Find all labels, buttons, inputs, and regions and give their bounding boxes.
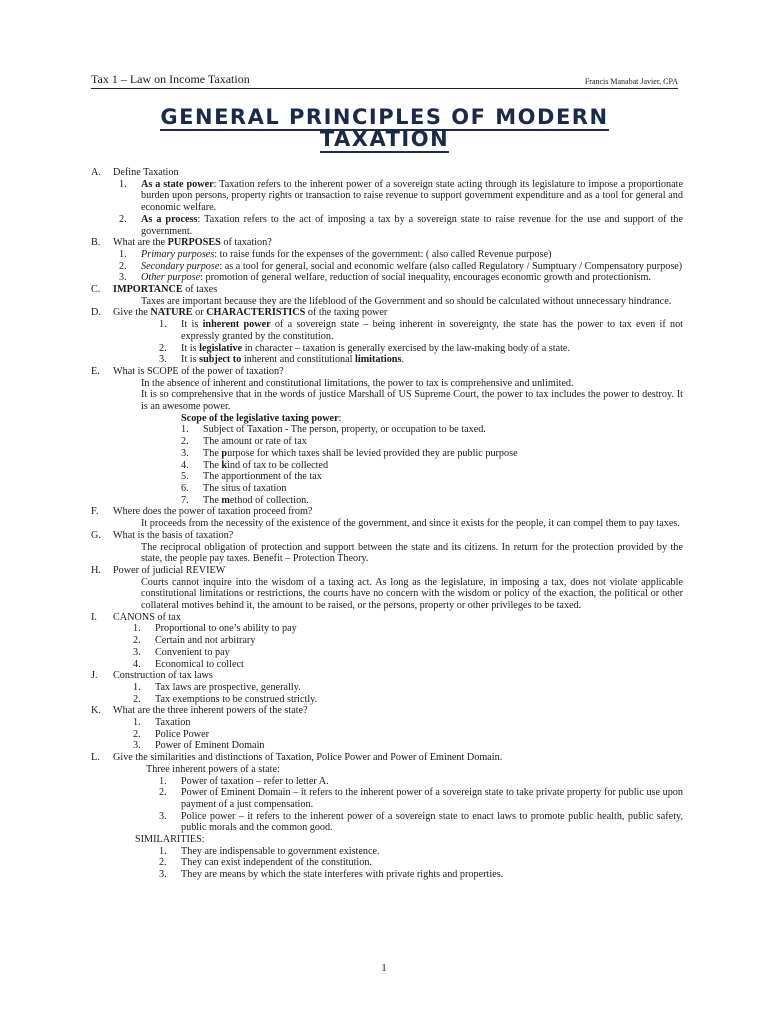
section-g-heading: G. What is the basis of taxation?: [91, 529, 234, 541]
scope-item: 3. The purpose for which taxes shall be levied provided they are public purpose: [181, 447, 518, 459]
section-h-body: Courts cannot inquire into the wisdom of a taxing act. As long as the legislature, in imposing a tax, does not violate applicable constitutional limitations or restrictions, the courts have no concern with the wisdom or policy of the exaction, the political or other collateral motives behind it, the amount to be raised, or the persons, property or other privileges to be taxed.: [141, 576, 683, 612]
section-h-heading: H. Power of judicial REVIEW: [91, 564, 226, 576]
author-name: Francis Manabat Javier, CPA: [584, 77, 678, 86]
canon-item: 3. Convenient to pay: [133, 646, 230, 658]
section-c-body: Taxes are important because they are the lifeblood of the Government and so should be calculated without unnecessary hindrance.: [141, 295, 672, 307]
power-item: 3. Power of Eminent Domain: [133, 740, 265, 752]
section-d-item-2: 2. It is legislative in character – taxation is generally exercised by the law-making body of a state.: [159, 342, 570, 354]
section-k-heading: K. What are the three inherent powers of the state?: [91, 705, 308, 717]
section-d-heading: D. Give the NATURE or CHARACTERISTICS of the taxing power: [91, 307, 388, 319]
course-title: Tax 1 – Law on Income Taxation: [91, 72, 250, 86]
section-e-para-1: In the absence of inherent and constitutional limitations, the power to tax is comprehensive and unlimited.: [141, 377, 574, 389]
section-c-heading: C. IMPORTANCE of taxes: [91, 284, 218, 296]
inherent-power-item: 2. Power of Eminent Domain – it refers to the inherent power of a sovereign state to take private property for public use upon payment of a just compensation.: [159, 787, 683, 810]
scope-item: 4. The kind of tax to be collected: [181, 459, 329, 471]
scope-item: 1. Subject of Taxation - The person, property, or occupation to be taxed.: [181, 424, 486, 436]
section-a-item-1: 1. As a state power: Taxation refers to the inherent power of a sovereign state acting through its legislature to impose a proportionate burden upon persons, property rights or transaction to raise revenue to support government expenditure and as a tool for general and economic welfare.: [119, 178, 683, 214]
section-l-heading: L. Give the similarities and distinctions of Taxation, Police Power and Power of Eminent Domain.: [91, 752, 503, 764]
section-d-item-1: 1. It is inherent power of a sovereign state – being inherent in sovereignty, the state has the power to tax even if not expressly granted by the constitution.: [159, 319, 684, 342]
canon-item: 2. Certain and not arbitrary: [133, 635, 256, 647]
section-f-heading: F. Where does the power of taxation proceed from?: [91, 506, 313, 518]
scope-item: 5. The apportionment of the tax: [181, 471, 322, 483]
document-body: [91, 167, 683, 881]
similarity-item: 1. They are indispensable to government existence.: [159, 845, 380, 857]
document-title: [91, 106, 678, 150]
section-a-heading: A. Define Taxation: [91, 167, 179, 178]
inherent-power-item: 3. Police power – it refers to the inherent power of a sovereign state to enact laws to promote public health, public safety, public morals and the common good.: [159, 810, 683, 834]
section-b-item-1: 1. Primary purposes: to raise funds for the expenses of the government: ( also called Revenue purpose): [119, 248, 552, 260]
section-g-body: The reciprocal obligation of protection and support between the state and its citizens. In return for the protection provided by the state, the people pay taxes. Benefit – Protection Theory.: [141, 541, 683, 565]
section-l-subheading: Three inherent powers of a state:: [146, 763, 280, 775]
section-d-item-3: 3. It is subject to inherent and constitutional limitations.: [159, 354, 404, 366]
canon-item: 4. Economical to collect: [133, 658, 244, 670]
scope-heading: Scope of the legislative taxing power:: [181, 412, 342, 424]
construction-item: 1. Tax laws are prospective, generally.: [133, 681, 301, 693]
construction-item: 2. Tax exemptions to be construed strictly.: [133, 693, 318, 705]
section-e-heading: E. What is SCOPE of the power of taxation?: [91, 365, 284, 377]
section-e-para-2: It is so comprehensive that in the words of justice Marshall of US Supreme Court, the power to tax includes the power to destroy. It is an awesome power.: [141, 389, 683, 413]
title-line-2: TAXATION: [319, 127, 450, 151]
similarity-item: 3. They are means by which the state interferes with private rights and properties.: [159, 869, 504, 881]
power-item: 2. Police Power: [133, 728, 210, 740]
canon-item: 1. Proportional to one’s ability to pay: [133, 623, 297, 635]
inherent-power-item: 1. Power of taxation – refer to letter A.: [159, 775, 329, 787]
section-i-heading: I. CANONS of tax: [91, 611, 181, 623]
scope-item: 2. The amount or rate of tax: [181, 436, 307, 448]
section-a-item-2: 2. As a process: Taxation refers to the act of imposing a tax by a sovereign state to raise revenue for the use and support of the government.: [119, 213, 683, 237]
section-j-heading: J. Construction of tax laws: [91, 670, 213, 682]
scope-item: 6. The situs of taxation: [181, 482, 287, 494]
title-line-1: GENERAL PRINCIPLES OF MODERN: [160, 105, 609, 129]
page-number: 1: [381, 962, 387, 974]
section-b-item-3: 3. Other purpose: promotion of general welfare, reduction of social inequality, encourages economic growth and protectionism.: [119, 272, 651, 284]
scope-item: 7. The method of collection.: [181, 494, 309, 506]
page-header: [91, 74, 678, 89]
similarity-item: 2. They can exist independent of the constitution.: [159, 857, 372, 869]
section-b-heading: B. What are the PURPOSES of taxation?: [91, 237, 272, 249]
power-item: 1. Taxation: [133, 717, 191, 729]
section-f-body: It proceeds from the necessity of the existence of the government, and since it exists for the people, it can compel them to pay taxes.: [141, 518, 680, 530]
similarities-heading: SIMILARITIES:: [135, 834, 205, 846]
section-b-item-2: 2. Secondary purpose: as a tool for general, social and economic welfare (also called Regulatory / Sumptuary / Compensatory purpose): [119, 260, 683, 272]
